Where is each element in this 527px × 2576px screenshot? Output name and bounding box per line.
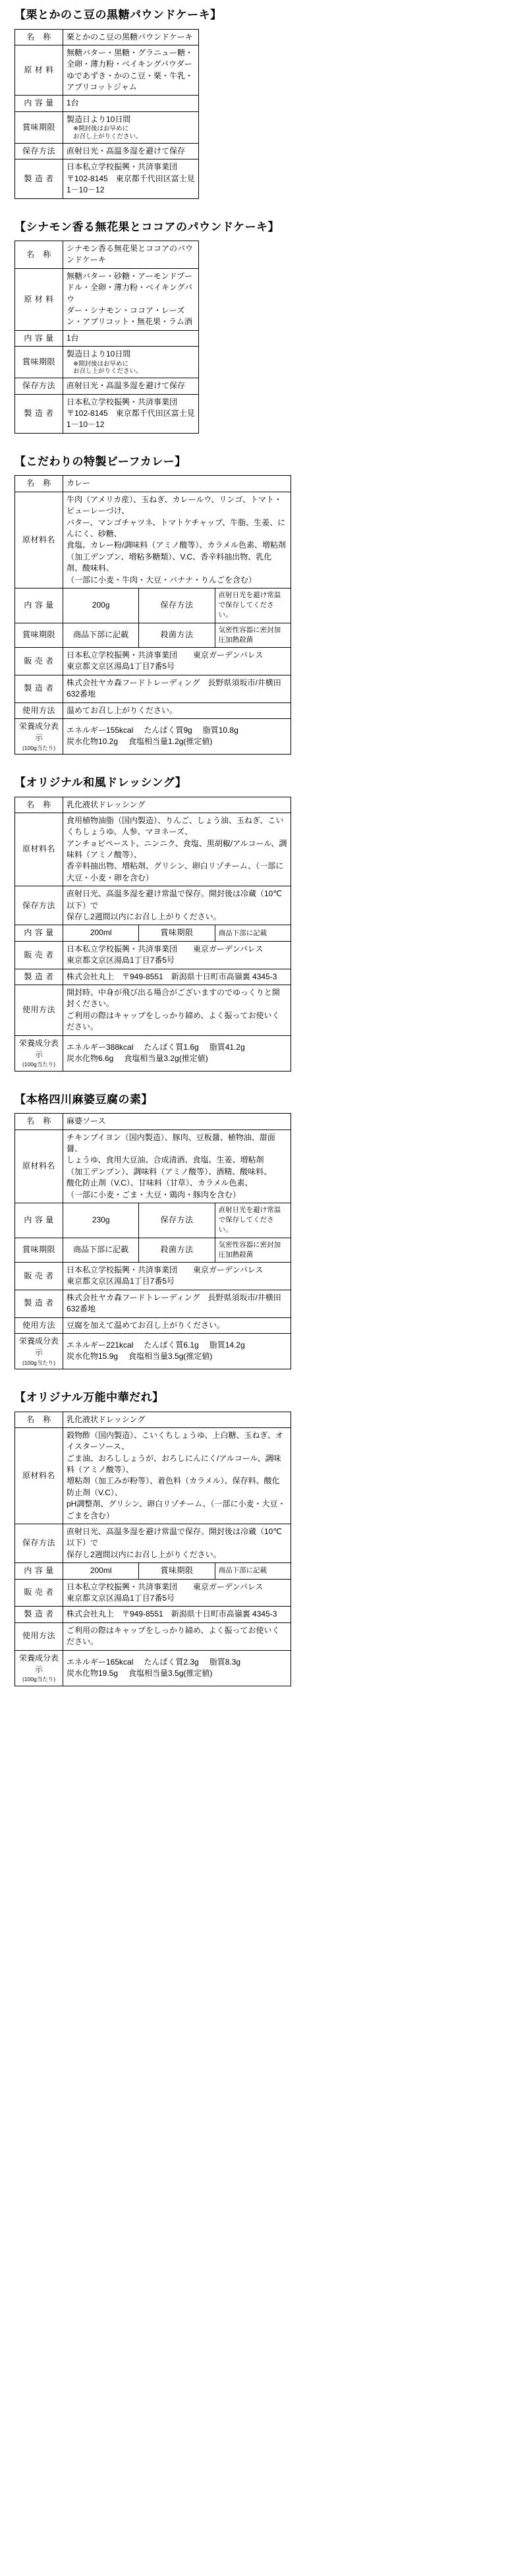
table-row — [15, 886, 291, 925]
row-value-text: 株式会社ヤカ森フードトレーディング 長野県須坂市/井横田632番地 — [67, 1292, 281, 1314]
row-value — [63, 96, 199, 111]
row-value-text: 乳化液状ドレッシング — [67, 1414, 146, 1424]
nutrition-item: エネルギー155kcal — [67, 726, 134, 735]
table-row — [15, 29, 199, 45]
row-value-text: 日本私立学校振興・共済事業団 東京ガーデンパレス 東京都文京区湯島1丁目7番5号 — [67, 1265, 264, 1286]
row-value — [63, 476, 291, 492]
nutrition-item: 食塩相当量3.5g(推定値) — [128, 1352, 213, 1361]
table-row — [15, 1317, 291, 1333]
nutrition-label-table — [14, 29, 199, 199]
row-header: 保存方法 — [15, 143, 63, 159]
product-label-block — [0, 453, 527, 755]
row-header: 原材料名 — [15, 1130, 63, 1203]
row-header: 販 売 者 — [15, 647, 63, 675]
nutrition-label: 栄養成分表示 — [18, 721, 59, 743]
nutrition-label: 栄養成分表示 — [18, 1336, 59, 1358]
row-value — [63, 1622, 291, 1650]
row-header-secondary: 保存方法 — [139, 1203, 215, 1238]
nutrition-item: 脂質41.2g — [209, 1042, 245, 1052]
nutrition-label-table — [14, 1412, 291, 1686]
table-row — [15, 1238, 291, 1262]
row-value — [63, 347, 199, 378]
table-row — [15, 813, 291, 886]
table-row — [15, 268, 199, 330]
table-row — [15, 378, 199, 394]
row-value — [63, 675, 291, 702]
row-value — [63, 1524, 291, 1563]
product-label-block — [0, 1389, 527, 1686]
row-header: 保存方法 — [15, 378, 63, 394]
row-value — [63, 111, 199, 143]
table-row — [15, 45, 199, 96]
nutrition-header-cell — [15, 718, 63, 754]
row-header: 使用方法 — [15, 1317, 63, 1333]
product-title: 【シナモン香る無花果とココアのパウンドケーキ】 — [14, 220, 280, 233]
table-row — [15, 623, 291, 647]
row-header: 原 材 料 — [15, 268, 63, 330]
row-header-secondary: 賞味期限 — [139, 1563, 215, 1579]
table-row — [15, 1607, 291, 1622]
nutrition-item: 脂質8.3g — [209, 1657, 241, 1667]
row-header: 賞味期限 — [15, 623, 63, 647]
nutrition-item: たんぱく質2.3g — [144, 1657, 199, 1667]
row-header: 名 称 — [15, 29, 63, 45]
row-header: 名 称 — [15, 241, 63, 269]
row-value: 200ml — [63, 1563, 139, 1579]
row-value-text: 直射日光、高温多湿を避け常温で保存。開封後は冷蔵（10℃以下）で 保存し2週間以内にお召し上がりください。 — [67, 1527, 282, 1559]
row-value — [63, 143, 199, 159]
row-value-text: 製造日より10日間 — [67, 114, 131, 124]
nutrition-line — [67, 1340, 287, 1351]
nutrition-sublabel: (100g当たり) — [22, 1061, 56, 1068]
row-value — [63, 378, 199, 394]
nutrition-item: エネルギー221kcal — [67, 1340, 134, 1350]
row-header: 製 造 者 — [15, 1607, 63, 1622]
row-header: 内 容 量 — [15, 588, 63, 623]
row-value — [63, 1607, 291, 1622]
table-row — [15, 394, 199, 433]
table-row — [15, 1114, 291, 1130]
row-header: 製 造 者 — [15, 159, 63, 198]
table-row — [15, 925, 291, 941]
row-header: 内 容 量 — [15, 925, 63, 941]
nutrition-header-cell — [15, 1333, 63, 1369]
nutrition-line — [67, 1053, 287, 1064]
table-row — [15, 111, 199, 143]
row-value-text: 製造日より10日間 — [67, 349, 131, 359]
row-header: 内 容 量 — [15, 1563, 63, 1579]
table-row — [15, 1427, 291, 1524]
row-header: 名 称 — [15, 476, 63, 492]
row-note: ※開封後はお早めに お召し上がりください。 — [73, 125, 142, 141]
row-value-text: 日本私立学校振興・共済事業団 〒102-8145 東京都千代田区富士見1－10－12 — [67, 397, 195, 430]
row-value — [63, 1579, 291, 1607]
row-value — [63, 1290, 291, 1317]
table-row — [15, 718, 291, 754]
nutrition-label: 栄養成分表示 — [18, 1038, 59, 1059]
nutrition-item: エネルギー388kcal — [67, 1042, 134, 1052]
product-label-list — [0, 7, 527, 1686]
row-value: 商品下部に記載 — [63, 1238, 139, 1262]
row-header: 使用方法 — [15, 1622, 63, 1650]
nutrition-item: エネルギー165kcal — [67, 1657, 134, 1667]
row-value-text: 麻婆ソース — [67, 1116, 106, 1126]
row-value — [63, 797, 291, 813]
table-row — [15, 1563, 291, 1579]
nutrition-values-cell — [63, 1035, 291, 1071]
nutrition-item: たんぱく質1.6g — [144, 1042, 199, 1052]
row-header-secondary: 保存方法 — [139, 588, 215, 623]
row-header: 使用方法 — [15, 985, 63, 1036]
nutrition-label-table — [14, 475, 291, 755]
row-header-secondary: 殺菌方法 — [139, 1238, 215, 1262]
row-header: 保存方法 — [15, 1524, 63, 1563]
row-value — [63, 159, 199, 198]
table-row — [15, 941, 291, 969]
row-header: 名 称 — [15, 797, 63, 813]
row-header: 内 容 量 — [15, 96, 63, 111]
row-header: 名 称 — [15, 1412, 63, 1427]
table-row — [15, 1650, 291, 1686]
table-row — [15, 797, 291, 813]
row-value-text: 日本私立学校振興・共済事業団 東京ガーデンパレス 東京都文京区湯島1丁目7番5号 — [67, 650, 264, 672]
row-header: 賞味期限 — [15, 1238, 63, 1262]
row-value: 商品下部に記載 — [63, 623, 139, 647]
row-header: 名 称 — [15, 1114, 63, 1130]
row-header: 製 造 者 — [15, 675, 63, 702]
nutrition-item: 脂質10.8g — [202, 726, 238, 735]
row-value-secondary: 気密性容器に密封加圧加熱殺菌 — [215, 1238, 291, 1262]
nutrition-label-table — [14, 241, 199, 434]
table-row — [15, 675, 291, 702]
nutrition-label: 栄養成分表示 — [18, 1653, 59, 1674]
row-value — [63, 886, 291, 925]
row-header: 内 容 量 — [15, 330, 63, 346]
row-value-text: 日本私立学校振興・共済事業団 東京ガーデンパレス 東京都文京区湯島1丁目7番5号 — [67, 1582, 264, 1603]
row-value-text: 直射日光、高温多湿を避け常温で保存。開封後は冷蔵（10℃以下）で 保存し2週間以内にお召し上がりください。 — [67, 889, 282, 922]
row-value — [63, 241, 199, 269]
row-header-secondary: 殺菌方法 — [139, 623, 215, 647]
row-value-text: 穀物酢（国内製造）、こいくちしょうゆ、上白糖、玉ねぎ、オイスターソース、 ごま油、おろししょうが、おろしにんにく/アルコール、調味料（アミノ酸等）、 増粘剤（加工みが粉等）、着色料（カラメル）、保存料、酸化防止剤（V.C）、 pH調整剤、グリシン、卵白リゾチーム、（一部に小麦・大豆・ごまを含む） — [67, 1430, 286, 1520]
row-value-text: シナモン香る無花果とココアのパウンドケーキ — [67, 244, 194, 265]
nutrition-sublabel: (100g当たり) — [22, 744, 56, 751]
row-header: 賞味期限 — [15, 347, 63, 378]
row-value: 200ml — [63, 925, 139, 941]
row-header: 販 売 者 — [15, 1262, 63, 1290]
row-value-text: 1台 — [67, 333, 79, 343]
row-value — [63, 394, 199, 433]
row-value — [63, 45, 199, 96]
row-value — [63, 647, 291, 675]
nutrition-line — [67, 1668, 287, 1679]
row-value — [63, 492, 291, 588]
row-value-text: 日本私立学校振興・共済事業団 〒102-8145 東京都千代田区富士見1－10－12 — [67, 162, 195, 195]
nutrition-line — [67, 1042, 287, 1053]
nutrition-item: たんぱく質6.1g — [144, 1340, 199, 1350]
row-value — [63, 29, 199, 45]
nutrition-line — [67, 1351, 287, 1362]
table-row — [15, 702, 291, 718]
row-value-text: 乳化液状ドレッシング — [67, 799, 146, 809]
table-row — [15, 1130, 291, 1203]
row-value-text: 食用植物油脂（国内製造）、りんご、しょう油、玉ねぎ、こいくちしょうゆ、人参、マヨネーズ、 アンチョビペースト、ニンニク、食塩、黒胡椒/アルコール、調味料（アミノ酸等）、 香辛料抽出物、増粘剤、グリシン、卵白リゾチーム、（一部に大豆・小麦・卵を含む） — [67, 815, 287, 882]
row-value — [63, 1262, 291, 1290]
row-value-text: 直射日光・高温多湿を避けて保存 — [67, 381, 186, 391]
table-row — [15, 159, 199, 198]
table-row — [15, 241, 199, 269]
row-value-text: 牛肉（アメリカ産）、玉ねぎ、カレールウ、リンゴ、トマト・ピューレーづけ、 バター、マンゴチャツネ、トマトケチャップ、牛脂、生姜、にんにく、砂糖、 食塩、カレー粉/調味料（アミノ酸等）、カラメル色素、増粘剤 （加工デンプン、増粘多糖類）、V.C、香辛料抽出物、乳化剤、酸味料、 （一部に小麦・牛肉・大豆・バナナ・りんごを含む） — [67, 494, 286, 585]
row-value-text: 無糖バター・砂糖・アーモンドプードル・全卵・薄力粉・ベイキングパウ ダー・シナモン・ココア・レーズン・アプリコット・無花果・ラム酒 — [67, 271, 192, 327]
row-value-text: 株式会社丸上 〒949-8551 新潟県十日町市高嶺裏 4345-3 — [67, 1609, 277, 1619]
table-row — [15, 969, 291, 985]
nutrition-header-cell — [15, 1650, 63, 1686]
table-row — [15, 476, 291, 492]
row-header: 使用方法 — [15, 702, 63, 718]
row-header: 販 売 者 — [15, 941, 63, 969]
table-row — [15, 1524, 291, 1563]
nutrition-header-cell — [15, 1035, 63, 1071]
table-row — [15, 1290, 291, 1317]
row-header: 保存方法 — [15, 886, 63, 925]
nutrition-item: 炭水化物19.5g — [67, 1669, 119, 1678]
nutrition-line — [67, 1657, 287, 1668]
row-value — [63, 985, 291, 1036]
table-row — [15, 647, 291, 675]
row-value-secondary: 気密性容器に密封加圧加熱殺菌 — [215, 623, 291, 647]
nutrition-values-cell — [63, 1333, 291, 1369]
row-note: ※開封後はお早めに お召し上がりください。 — [73, 360, 142, 376]
row-value — [63, 702, 291, 718]
row-header: 原材料名 — [15, 1427, 63, 1524]
table-row — [15, 1333, 291, 1369]
row-value-secondary: 直射日光を避け常温で保存してください。 — [215, 1203, 291, 1238]
nutrition-item: 食塩相当量3.2g(推定値) — [124, 1054, 208, 1064]
table-row — [15, 985, 291, 1036]
nutrition-item: 食塩相当量3.5g(推定値) — [128, 1669, 213, 1678]
row-value — [63, 1412, 291, 1427]
nutrition-item: 脂質14.2g — [209, 1340, 245, 1350]
table-row — [15, 588, 291, 623]
table-row — [15, 1622, 291, 1650]
row-value-secondary: 直射日光を避け常温で保存してください。 — [215, 588, 291, 623]
row-header: 製 造 者 — [15, 969, 63, 985]
product-label-block — [0, 1091, 527, 1369]
row-value-text: 直射日光・高温多湿を避けて保存 — [67, 146, 186, 156]
row-header: 製 造 者 — [15, 1290, 63, 1317]
row-value-text: 栗とかのこ豆の黒糖パウンドケーキ — [67, 32, 193, 42]
row-value: 230g — [63, 1203, 139, 1238]
product-title: 【本格四川麻婆豆腐の素】 — [14, 1093, 153, 1106]
row-value — [63, 1317, 291, 1333]
nutrition-sublabel: (100g当たり) — [22, 1359, 56, 1366]
row-header: 内 容 量 — [15, 1203, 63, 1238]
table-row — [15, 492, 291, 588]
row-value: 200g — [63, 588, 139, 623]
product-label-block — [0, 7, 527, 199]
nutrition-item: 食塩相当量1.2g(推定値) — [128, 737, 213, 747]
row-value-text: 豆腐を加えて温めてお召し上がりください。 — [67, 1320, 225, 1330]
nutrition-line — [67, 725, 287, 736]
product-title: 【オリジナル和風ドレッシング】 — [14, 776, 187, 789]
product-title: 【オリジナル万能中華だれ】 — [14, 1391, 164, 1404]
row-value — [63, 969, 291, 985]
nutrition-values-cell — [63, 718, 291, 754]
row-value-text: 株式会社丸上 〒949-8551 新潟県十日町市高嶺裏 4345-3 — [67, 971, 277, 981]
row-value — [63, 330, 199, 346]
row-header: 原材料名 — [15, 492, 63, 588]
row-value — [63, 813, 291, 886]
row-value — [63, 1114, 291, 1130]
table-row — [15, 1262, 291, 1290]
row-value-secondary: 商品下部に記載 — [215, 925, 291, 941]
row-value-text: 株式会社ヤカ森フードトレーディング 長野県須坂市/井横田632番地 — [67, 677, 281, 699]
table-row — [15, 347, 199, 378]
product-label-block — [0, 219, 527, 434]
table-row — [15, 1412, 291, 1427]
table-row — [15, 330, 199, 346]
row-value-secondary: 商品下部に記載 — [215, 1563, 291, 1579]
row-header-secondary: 賞味期限 — [139, 925, 215, 941]
row-value-text: ご利用の際はキャップをしっかり締め、よく振ってお使いください。 — [67, 1625, 280, 1647]
product-title: 【こだわりの特製ビーフカレー】 — [14, 455, 186, 468]
row-value — [63, 1130, 291, 1203]
row-value-text: 1台 — [67, 98, 79, 108]
row-value-text: 温めてお召し上がりください。 — [67, 705, 178, 715]
table-row — [15, 96, 199, 111]
row-value-text: 無糖バター・黒糖・グラニュー糖・全卵・薄力粉・ベイキングパウダー ゆであずき・かのこ豆・栗・牛乳・アプリコットジャム — [67, 47, 194, 92]
nutrition-values-cell — [63, 1650, 291, 1686]
row-header: 原 材 料 — [15, 45, 63, 96]
table-row — [15, 1203, 291, 1238]
row-header: 製 造 者 — [15, 394, 63, 433]
nutrition-line — [67, 736, 287, 747]
row-value-text: カレー — [67, 478, 91, 488]
nutrition-item: 炭水化物10.2g — [67, 737, 119, 747]
table-row — [15, 1035, 291, 1071]
nutrition-item: 炭水化物6.6g — [67, 1054, 114, 1064]
table-row — [15, 143, 199, 159]
row-value-text: 開封時、中身が飛び出る場合がございますのでゆっくりと開封ください。 ご利用の際はキャップをしっかり締め、よく振ってお使いください。 — [67, 988, 280, 1032]
row-value-text: 日本私立学校振興・共済事業団 東京ガーデンパレス 東京都文京区湯島1丁目7番5号 — [67, 944, 264, 965]
row-value — [63, 941, 291, 969]
row-header: 原材料名 — [15, 813, 63, 886]
row-value — [63, 1427, 291, 1524]
row-value-text: チキンブイヨン（国内製造）、豚肉、豆板醤、植物油、甜面醤、 しょうゆ、食用大豆油、合成清酒、食塩、生姜、増粘剤 （加工デンプン）、調味料（アミノ酸等）、酒精、酸味料、 酸化防止剤（V.C）、甘味料（甘草）、カラメル色素、 （一部に小麦・ごま・大豆・鶏肉・豚肉を含む） — [67, 1132, 275, 1199]
nutrition-item: 炭水化物15.9g — [67, 1352, 119, 1361]
product-title: 【栗とかのこ豆の黒糖パウンドケーキ】 — [14, 9, 222, 21]
row-header: 販 売 者 — [15, 1579, 63, 1607]
nutrition-sublabel: (100g当たり) — [22, 1676, 56, 1683]
nutrition-label-table — [14, 797, 291, 1072]
nutrition-item: たんぱく質9g — [144, 726, 192, 735]
row-header: 賞味期限 — [15, 111, 63, 143]
table-row — [15, 1579, 291, 1607]
product-label-block — [0, 774, 527, 1072]
row-value — [63, 268, 199, 330]
nutrition-label-table — [14, 1113, 291, 1369]
